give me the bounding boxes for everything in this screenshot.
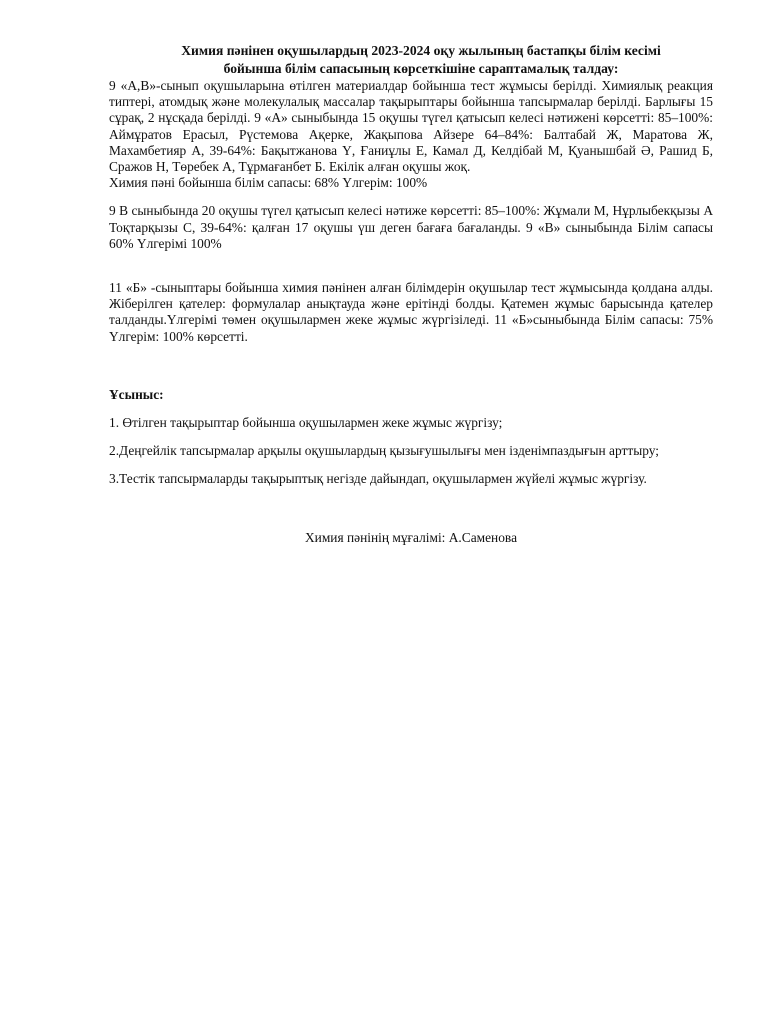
title-line-2: бойынша білім сапасының көрсеткішіне сараптамалық талдау: xyxy=(223,61,619,76)
quality-9a: Химия пәні бойынша білім сапасы: 68% Үлгерім: 100% xyxy=(109,175,428,191)
paragraph-9b-results: 9 В сыныбында 20 оқушы түгел қатысып келесі нәтиже көрсетті: 85–100%: Жұмали М, Нұрлыбекқызы А Тоқтарқызы С, 39-64%: қалған 17 оқушы үш деген бағаға бағаланды. 9 «В» сыныбында Білім сапасы 60% Үлгерімі 100% xyxy=(109,203,713,251)
recommendation-item-3: 3.Тестік тапсырмаларды тақырыптық негізде дайындап, оқушылармен жүйелі жұмыс жүргізу. xyxy=(109,471,647,487)
recommendation-item-2: 2.Деңгейлік тапсырмалар арқылы оқушылардың қызығушылығы мен ізденімпаздығын арттыру; xyxy=(109,443,659,459)
title-line-1: Химия пәнінен оқушылардың 2023-2024 оқу жылының бастапқы білім кесімі xyxy=(181,43,661,58)
teacher-signature-line: Химия пәнінің мұғалімі: А.Саменова xyxy=(304,529,518,545)
document-page xyxy=(109,42,713,546)
paragraph-11b-results: 11 «Б» -сыныптары бойынша химия пәнінен алған білімдерін оқушылар тест жұмысында қолдана алды. Жіберілген қателер: формулалар анықтауда және ерітінді болды. Қатемен жұмыс барысында қателер талданды.Үлгерімі төмен оқушылармен жеке жұмыс жүргізіледі. 11 «Б»сыныбында Білім сапасы: 75% Үлгерім: 100% көрсетті. xyxy=(109,280,713,344)
recommendation-heading: Ұсыныс: xyxy=(109,386,164,402)
paragraph-9ab-results: 9 «А,В»-сынып оқушыларына өтілген материалдар бойынша тест жұмысы берілді. Химиялық реакция типтері, атомдық және молекулалық массалар тақырыптары бойынша тапсырмалар берілді. Барлығы 15 сұрақ, 2 нұсқада берілді. 9 «А» сыныбында 15 оқушы түгел қатысып келесі нәтижені көрсетті: 85–100%: Аймұратов Ерасыл, Рүстемова Ақерке, Жақыпова Айзере 64–84%: Балтабай Ж, Маратова Ж, Махамбетияр А, 39-64%: Бақытжанова Ү, Ғаниұлы Е, Камал Д, Келдібай М, Қуанышбай Ә, Рашид Б, Сражов Н, Төребек А, Тұрмағанбет Б. Екілік алған оқушы жоқ. xyxy=(109,78,713,175)
document-title xyxy=(109,42,713,78)
recommendation-item-1: 1. Өтілген тақырыптар бойынша оқушылармен жеке жұмыс жүргізу; xyxy=(109,415,503,431)
